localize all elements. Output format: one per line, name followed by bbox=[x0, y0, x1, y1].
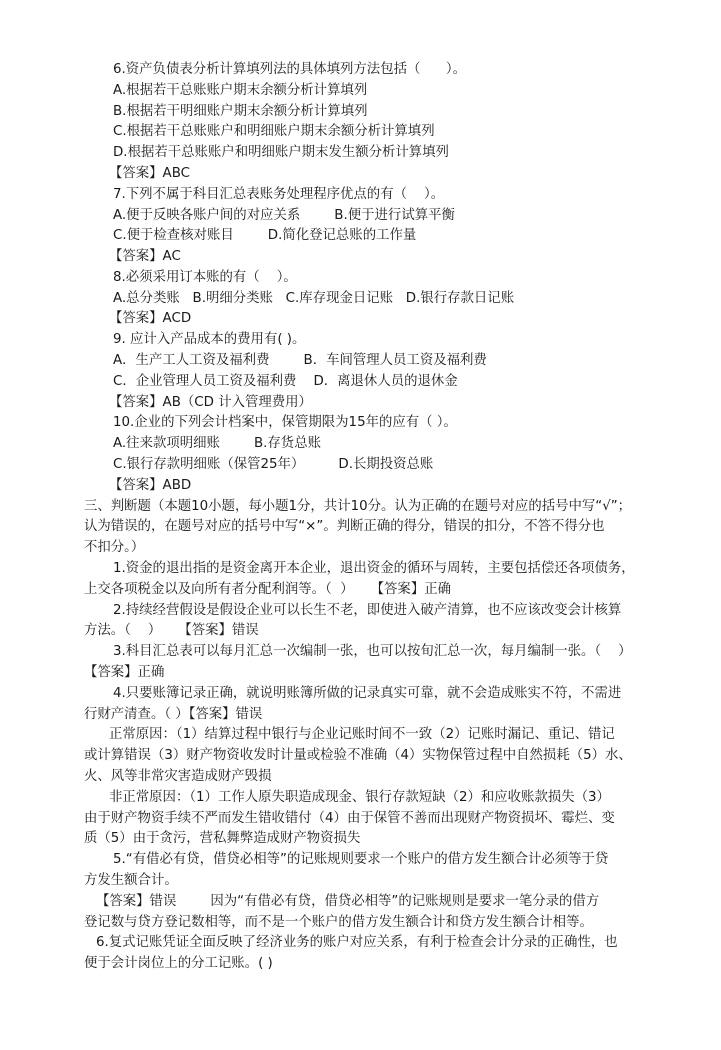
question-8-options: A.总分类账 B.明细分类账 C.库存现金日记账 D.银行存款日记账 bbox=[113, 291, 515, 306]
question-9-answer: 【答案】AB（CD 计入管理费用） bbox=[109, 395, 312, 410]
question-9-options-ab: A．生产工人工资及福利费 B．车间管理人员工资及福利费 bbox=[113, 353, 487, 368]
section-3-heading: 三、判断题（本题10小题，每小题1分，共计10分。认为正确的在题号对应的括号中写“√”； bbox=[84, 499, 632, 514]
judgment-1-answer: 上交各项税金以及向所有者分配利润等。（ ） 【答案】正确 bbox=[84, 582, 451, 597]
normal-causes-end: 火、风等非常灾害造成财产毁损 bbox=[84, 769, 272, 784]
section-3-instruction-end: 不扣分。） bbox=[84, 540, 145, 555]
judgment-5-answer: 【答案】错误 因为“有借必有贷，借贷必相等”的记账规则是要求一笔分录的借方 bbox=[96, 894, 600, 909]
abnormal-causes-end: 质（5）由于贪污，营私舞弊造成财产物资损失 bbox=[84, 831, 361, 846]
question-6-option-a: A.根据若干总账账户期末余额分析计算填列 bbox=[113, 83, 368, 98]
question-7-answer: 【答案】AC bbox=[109, 249, 181, 264]
question-7-options-ab: A.便于反映各账户间的对应关系 B.便于进行试算平衡 bbox=[113, 208, 455, 223]
question-6-option-b: B.根据若干明细账户期末余额分析计算填列 bbox=[113, 104, 368, 119]
question-7-stem: 7.下列不属于科目汇总表账务处理程序优点的有（ ）。 bbox=[113, 187, 445, 202]
question-10-stem: 10.企业的下列会计档案中，保管期限为15年的应有（ ）。 bbox=[113, 415, 457, 430]
judgment-5-explanation: 登记数与贷方登记数相等，而不是一个账户的借方发生额合计和贷方发生额合计相等。 bbox=[84, 915, 593, 930]
question-6-option-d: D.根据若干总账账户和明细账户期末发生额分析计算填列 bbox=[113, 145, 449, 160]
question-6-option-c: C.根据若干总账账户和明细账户期末余额分析计算填列 bbox=[113, 124, 435, 139]
judgment-5-stem: 5.“有借必有贷，借贷必相等”的记账规则要求一个账户的借方发生额合计必须等于贷 bbox=[113, 852, 609, 867]
abnormal-causes: 非正常原因：（1）工作人原失职造成现金、银行存款短缺（2）和应收账款损失（3） bbox=[109, 790, 610, 805]
judgment-4-stem: 4.只要账簿记录正确，就说明账簿所做的记录真实可靠，就不会造成账实不符，不需进 bbox=[113, 686, 622, 701]
judgment-3-answer: 【答案】正确 bbox=[84, 665, 165, 680]
question-10-options-ab: A.往来款项明细账 B.存货总账 bbox=[113, 436, 321, 451]
normal-causes: 正常原因：（1）结算过程中银行与企业记账时间不一致（2）记账时漏记、重记、错记 bbox=[109, 727, 615, 742]
question-9-stem: 9. 应计入产品成本的费用有( )。 bbox=[113, 332, 306, 347]
question-8-stem: 8.必须采用订本账的有（ ）。 bbox=[113, 270, 297, 285]
judgment-2-stem: 2.持续经营假设是假设企业可以长生不老，即使进入破产清算，也不应该改变会计核算 bbox=[113, 603, 622, 618]
section-3-instruction: 认为错误的，在题号对应的括号中写“×”。判断正确的得分，错误的扣分，不答不得分也 bbox=[84, 519, 605, 534]
question-8-answer: 【答案】ACD bbox=[109, 311, 192, 326]
judgment-4-answer: 行财产清查。（ ）【答案】错误 bbox=[84, 707, 263, 722]
abnormal-causes-cont: 由于财产物资手续不严而发生错收错付（4）由于保管不善而出现财产物资损坏、霉烂、变 bbox=[84, 811, 615, 826]
question-6-answer: 【答案】ABC bbox=[109, 166, 191, 181]
judgment-2-answer: 方法。（ ） 【答案】错误 bbox=[84, 623, 259, 638]
judgment-6-stem: 6.复式记账凭证全面反映了经济业务的账户对应关系，有利于检查会计分录的正确性，也 bbox=[96, 935, 618, 950]
judgment-6-stem-end: 便于会计岗位上的分工记账。( ) bbox=[84, 956, 273, 971]
judgment-3-stem: 3.科目汇总表可以每月汇总一次编制一张，也可以按旬汇总一次，每月编制一张。（ ） bbox=[113, 644, 632, 659]
question-10-options-cd: C.银行存款明细账（保管25年） D.长期投资总账 bbox=[113, 457, 434, 472]
judgment-1-stem: 1.资金的退出指的是资金离开本企业，退出资金的循环与周转，主要包括偿还各项债务， bbox=[113, 561, 635, 576]
normal-causes-cont: 或计算错误（3）财产物资收发时计量或检验不准确（4）实物保管过程中自然损耗（5）水、 bbox=[84, 748, 632, 763]
judgment-5-stem-end: 方发生额合计。 bbox=[84, 873, 178, 888]
question-6-stem: 6.资产负债表分析计算填列法的具体填列方法包括（ ）。 bbox=[113, 62, 466, 77]
question-7-options-cd: C.便于检查核对账目 D.简化登记总账的工作量 bbox=[113, 228, 417, 243]
question-9-options-cd: C．企业管理人员工资及福利费 D．离退休人员的退休金 bbox=[113, 374, 458, 389]
question-10-answer: 【答案】ABD bbox=[109, 478, 192, 493]
